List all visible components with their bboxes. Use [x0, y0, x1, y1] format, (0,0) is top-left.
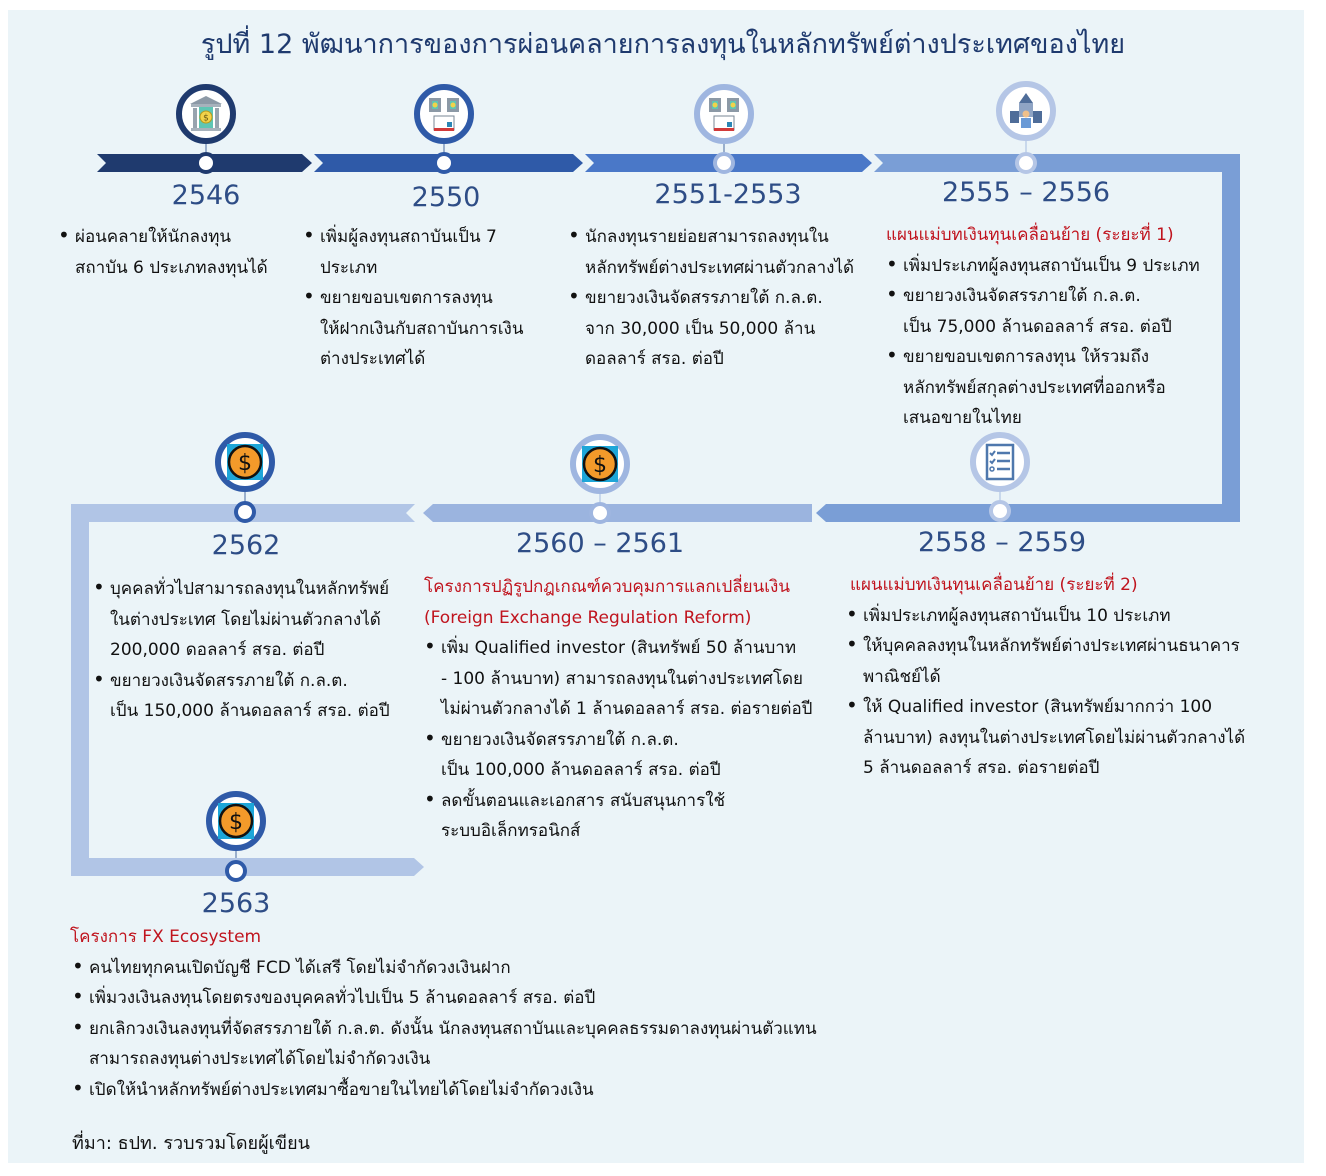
- milestone-2551-dot: [713, 152, 735, 174]
- bullet-line: • นักลงทุนรายย่อยสามารถลงทุนใน: [585, 227, 829, 247]
- milestone-heading: โครงการปฏิรูปกฎเกณฑ์ควบคุมการแลกเปลี่ยนเงิน: [424, 577, 790, 597]
- year-2546: 2546: [171, 180, 241, 211]
- bullet-line: • เพิ่ม Qualified investor (สินทรัพย์ 50 ล้านบาท: [441, 638, 797, 658]
- bullet-line: • ให้ Qualified investor (สินทรัพย์มากกว่า 100: [863, 697, 1213, 717]
- svg-text:$: $: [203, 113, 209, 124]
- bullet-line: ล้านบาท) ลงทุนในต่างประเทศโดยไม่ผ่านตัวกลางได้: [863, 727, 1246, 748]
- bullet-line: • เพิ่มประเภทผู้ลงทุนสถาบันเป็น 10 ประเภท: [863, 605, 1171, 626]
- milestone-2560-icon-circle: [570, 434, 630, 494]
- milestone-2563-details: [70, 922, 870, 1105]
- year-2551-2553: 2551-2553: [654, 179, 802, 210]
- milestone-2555-dot: [1015, 152, 1037, 174]
- bullet-line: 5 ล้านดอลลาร์ สรอ. ต่อรายต่อปี: [863, 758, 1100, 778]
- bullet-line: • เพิ่มประเภทผู้ลงทุนสถาบันเป็น 9 ประเภท: [903, 255, 1200, 276]
- milestone-heading: แผนแม่บทเงินทุนเคลื่อนย้าย (ระยะที่ 1): [886, 225, 1174, 245]
- milestone-2558-icon-circle: [970, 432, 1030, 492]
- bullet-line: • คนไทยทุกคนเปิดบัญชี FCD ได้เสรี โดยไม่จำกัดวงเงินฝาก: [89, 957, 511, 978]
- milestone-heading: แผนแม่บทเงินทุนเคลื่อนย้าย (ระยะที่ 2): [850, 575, 1138, 595]
- year-2558-2559: 2558 – 2559: [917, 527, 1087, 558]
- source-note: ที่มา: ธปท. รวบรวมโดยผู้เขียน: [72, 1133, 310, 1154]
- milestone-2562-dot: [234, 501, 256, 523]
- svg-text:$: $: [238, 451, 252, 476]
- bullet-item: [568, 222, 868, 283]
- bullet-item: [886, 251, 1221, 282]
- bullet-line: • ลดขั้นตอนและเอกสาร สนับสนุนการใช้: [441, 790, 726, 811]
- milestone-2551-2553-details: [568, 222, 868, 375]
- milestone-2560-2561-details: [424, 572, 829, 847]
- milestone-heading: (Foreign Exchange Regulation Reform): [424, 607, 752, 628]
- milestone-2555-icon-circle: [996, 81, 1056, 141]
- building-person-icon: [1002, 87, 1050, 135]
- milestone-2555-2556-details: [886, 220, 1221, 434]
- milestone-2546-details: [58, 222, 298, 283]
- timeline-segment-4: [874, 154, 1240, 172]
- figure-title: รูปที่ 12 พัฒนาการของการผ่อนคลายการลงทุนในหลักทรัพย์ต่างประเทศของไทย: [200, 29, 1126, 60]
- milestone-2551-icon-circle: [694, 84, 754, 144]
- bullet-line: ดอลลาร์ สรอ. ต่อปี: [585, 349, 724, 369]
- timeline-segment-5: [816, 504, 1240, 522]
- bullet-item: [303, 222, 563, 283]
- year-2562: 2562: [211, 530, 281, 561]
- bullet-line: • ขยายขอบเขตการลงทุน: [320, 288, 493, 308]
- bullet-item: [424, 725, 829, 786]
- timeline-segment-8: [71, 858, 424, 876]
- dollar-coin-icon: [221, 438, 269, 486]
- bullet-line: • ขยายวงเงินจัดสรรภายใต้ ก.ล.ต.: [110, 670, 348, 691]
- bullet-item: [846, 631, 1266, 692]
- bullet-line: • ให้บุคคลลงทุนในหลักทรัพย์ต่างประเทศผ่านธนาคาร: [863, 636, 1240, 656]
- milestone-2562-details: [93, 574, 413, 727]
- bullet-item: [93, 574, 413, 666]
- bullet-line: ให้ฝากเงินกับสถาบันการเงิน: [320, 318, 524, 339]
- dollar-coin-icon: [576, 440, 624, 488]
- milestone-2558-2559-details: [846, 570, 1266, 784]
- institutions-documents-icon: [420, 90, 468, 138]
- institutions-documents-icon: [700, 90, 748, 138]
- bullet-line: สามารถลงทุนต่างประเทศได้โดยไม่จำกัดวงเงิน: [89, 1049, 431, 1069]
- milestone-heading: โครงการ FX Ecosystem: [70, 927, 262, 947]
- milestone-2563-icon-circle: [206, 791, 266, 851]
- bullet-line: สถาบัน 6 ประเภทลงทุนได้: [75, 257, 268, 278]
- bullet-line: เป็น 100,000 ล้านดอลลาร์ สรอ. ต่อปี: [441, 760, 721, 780]
- bank-money-icon: [182, 90, 230, 138]
- bullet-line: ประเภท: [320, 257, 378, 278]
- bullet-line: จาก 30,000 เป็น 50,000 ล้าน: [585, 318, 816, 339]
- bullet-line: • ขยายวงเงินจัดสรรภายใต้ ก.ล.ต.: [441, 729, 679, 750]
- bullet-line: • เปิดให้นำหลักทรัพย์ต่างประเทศมาซื้อขายในไทยได้โดยไม่จำกัดวงเงิน: [89, 1079, 594, 1100]
- bullet-line: 200,000 ดอลลาร์ สรอ. ต่อปี: [110, 640, 325, 660]
- bullet-line: • ยกเลิกวงเงินลงทุนที่จัดสรรภายใต้ ก.ล.ต. ดังนั้น นักลงทุนสถาบันและบุคคลธรรมดาลงทุนผ่านตัวแทน: [89, 1018, 817, 1039]
- bullet-item: [72, 983, 870, 1014]
- checklist-icon: [976, 438, 1024, 486]
- bullet-line: • บุคคลทั่วไปสามารถลงทุนในหลักทรัพย์: [110, 579, 390, 599]
- svg-text:$: $: [229, 810, 243, 835]
- milestone-2560-dot: [589, 502, 611, 524]
- bullet-line: ต่างประเทศได้: [320, 349, 426, 369]
- bullet-item: [846, 692, 1266, 784]
- bullet-item: [72, 953, 870, 984]
- dollar-coin-icon: [212, 797, 260, 845]
- timeline-connector-right: [1222, 154, 1240, 522]
- bullet-item: [93, 666, 413, 727]
- bullet-item: [424, 786, 829, 847]
- bullet-line: ในต่างประเทศ โดยไม่ผ่านตัวกลางได้: [110, 609, 381, 630]
- bullet-line: พาณิชย์ได้: [863, 666, 941, 687]
- timeline-connector-left: [71, 504, 89, 876]
- bullet-item: [424, 633, 829, 725]
- bullet-line: หลักทรัพย์ต่างประเทศผ่านตัวกลางได้: [585, 257, 855, 278]
- bullet-item: [303, 283, 563, 375]
- bullet-item: [886, 342, 1221, 434]
- milestone-2563-dot: [225, 860, 247, 882]
- timeline-segment-6: [423, 504, 812, 522]
- bullet-item: [886, 281, 1221, 342]
- milestone-2562-icon-circle: [215, 432, 275, 492]
- year-2563: 2563: [201, 888, 271, 919]
- milestone-2558-dot: [989, 500, 1011, 522]
- bullet-item: [58, 222, 298, 283]
- year-2560-2561: 2560 – 2561: [515, 528, 685, 559]
- year-2550: 2550: [411, 182, 481, 213]
- bullet-line: • ขยายขอบเขตการลงทุน ให้รวมถึง: [903, 347, 1150, 367]
- bullet-item: [72, 1075, 870, 1106]
- bullet-line: • ผ่อนคลายให้นักลงทุน: [75, 227, 232, 247]
- bullet-line: • ขยายวงเงินจัดสรรภายใต้ ก.ล.ต.: [585, 288, 823, 308]
- milestone-2546-icon-circle: [176, 84, 236, 144]
- milestone-2546-dot: [195, 152, 217, 174]
- milestone-2550-dot: [433, 152, 455, 174]
- svg-text:$: $: [593, 453, 607, 478]
- year-2555-2556: 2555 – 2556: [941, 177, 1111, 208]
- bullet-line: ไม่ผ่านตัวกลางได้ 1 ล้านดอลลาร์ สรอ. ต่อรายต่อปี: [441, 699, 813, 719]
- bullet-line: - 100 ล้านบาท) สามารถลงทุนในต่างประเทศโดย: [441, 668, 803, 689]
- milestone-2550-details: [303, 222, 563, 375]
- bullet-line: หลักทรัพย์สกุลต่างประเทศที่ออกหรือ: [903, 377, 1166, 398]
- bullet-line: • เพิ่มผู้ลงทุนสถาบันเป็น 7: [320, 227, 497, 247]
- bullet-line: เป็น 75,000 ล้านดอลลาร์ สรอ. ต่อปี: [903, 316, 1172, 337]
- milestone-2550-icon-circle: [414, 84, 474, 144]
- bullet-line: เสนอขายในไทย: [903, 408, 1022, 428]
- bullet-line: • ขยายวงเงินจัดสรรภายใต้ ก.ล.ต.: [903, 286, 1141, 306]
- bullet-line: • เพิ่มวงเงินลงทุนโดยตรงของบุคคลทั่วไปเป็น 5 ล้านดอลลาร์ สรอ. ต่อปี: [89, 988, 596, 1008]
- bullet-item: [568, 283, 868, 375]
- bullet-item: [72, 1014, 870, 1075]
- bullet-line: เป็น 150,000 ล้านดอลลาร์ สรอ. ต่อปี: [110, 701, 390, 721]
- bullet-line: ระบบอิเล็กทรอนิกส์: [441, 821, 581, 841]
- bullet-item: [846, 601, 1266, 632]
